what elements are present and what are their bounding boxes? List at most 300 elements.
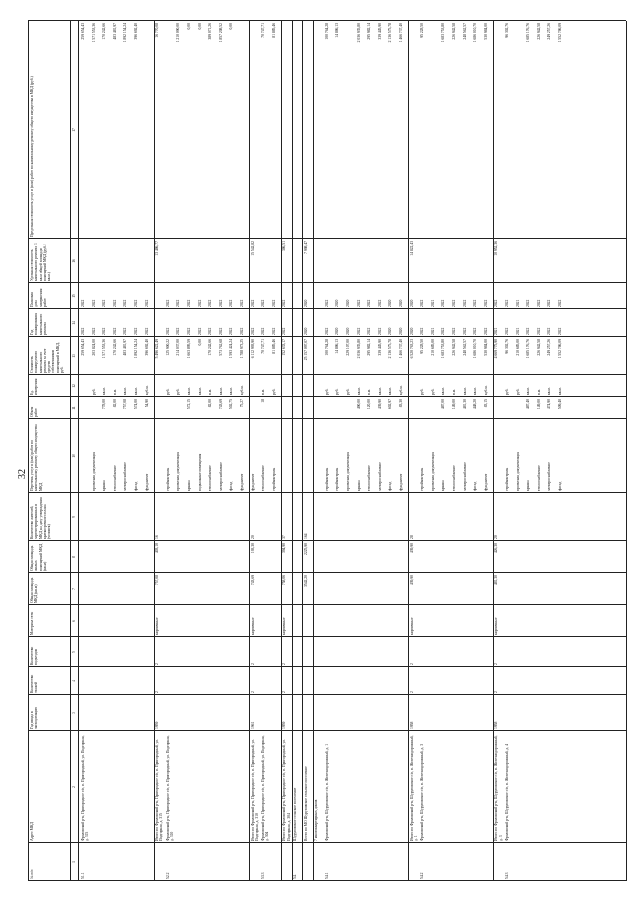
column-number: 4: [72, 680, 76, 682]
cell-work: фундамент: [483, 473, 488, 491]
cell-work: проектная документация: [176, 451, 181, 491]
column-header: Количество жителей, зарегистрированных в МКД на дату утверждения краткосрочного плана (человек): [30, 497, 52, 539]
cell-cost: 396 692,40: [144, 339, 149, 356]
cell-cost: 1 663 895,59: [187, 339, 191, 359]
cell-end: 2022: [91, 299, 96, 307]
cell-cost: 6 112 993,90: [250, 339, 255, 359]
cell-spec: 15 542,82: [250, 241, 255, 256]
cell-addr: 7 многоквартирных домов: [314, 799, 319, 841]
cell-cost: 81 885,46: [271, 339, 276, 354]
column-number: 16: [72, 259, 76, 263]
cell-work: электроснабжение: [218, 462, 223, 491]
cell-end: 2022: [81, 299, 85, 307]
cell-end: 2022: [462, 299, 467, 307]
cell-fl: 2: [282, 691, 287, 693]
cell-vol: 83,15: [483, 399, 488, 408]
column-rule: [28, 842, 626, 843]
cell-vol: 757,08: [123, 399, 128, 410]
cell-addr: Фроловский р-н, Шуруповское с/п, п. Железнодорожный, д. 4: [505, 744, 509, 841]
cell-addr: Фроловский р-н, Пригородное с/п, п. Пригородный, ул. Подгорная, д. 304: [261, 735, 270, 841]
cell-y: 2021: [430, 327, 435, 335]
cell-end: 2022: [176, 299, 181, 307]
cell-end: 2020: [335, 299, 340, 307]
cell-cost: 125 900,22: [165, 339, 170, 356]
cell-end: 2022: [441, 299, 446, 307]
cell-unit: п.м.: [452, 388, 456, 395]
cell-work: электроснабжение: [123, 462, 128, 491]
cell-vol: 487,00: [441, 399, 446, 410]
cell-y: 2020: [335, 327, 340, 335]
cell-no: 52.2: [165, 872, 170, 879]
cell-area: 3542,20: [303, 575, 308, 587]
cell-end: 2022: [367, 299, 372, 307]
cell-vol: 743,69: [218, 399, 223, 410]
cell-lim: 226 942,58: [452, 23, 456, 40]
cell-y: 2020: [399, 327, 403, 335]
cell-lim: 226 942,58: [536, 23, 541, 40]
cell-vol: 502,75: [229, 399, 234, 410]
cell-unit: кв.м.: [388, 387, 393, 395]
cell-addr: Итого по Фроловский р-н, Шуруповское с/п, п. Железнодорожный, д. 3: [494, 735, 503, 841]
cell-unit: руб.: [430, 388, 435, 395]
cell-no: 51.1: [81, 872, 85, 879]
cell-year: 1959: [282, 721, 287, 729]
cell-work: фасад: [388, 481, 393, 491]
column-rule: [28, 396, 626, 397]
cell-y: 2022: [483, 327, 488, 335]
cell-cost: 259 654,43: [81, 339, 85, 356]
cell-area: 757,08: [155, 575, 160, 586]
cell-cost: 2 136 575,78: [388, 339, 393, 359]
cell-lim: 14 886,13: [335, 23, 340, 38]
column-header: Адрес МКД: [30, 822, 34, 841]
cell-ent: 2: [155, 663, 160, 665]
cell-cost: 70 747,71: [261, 339, 266, 354]
cell-res: 37: [282, 535, 287, 539]
column-header: Объем работ: [30, 406, 39, 417]
cell-addr: Фроловский р-н, Шуруповское с/п, п. Железнодорожный, д. 3: [420, 744, 425, 841]
cell-live: 193,30: [250, 543, 255, 554]
cell-work: фасад: [558, 481, 562, 491]
cell-end: 2020: [409, 299, 414, 307]
cell-work: крыша: [187, 480, 191, 491]
cell-vol: 602,97: [388, 399, 393, 410]
cell-end: 2022: [112, 299, 117, 307]
cell-cost: 25 157 097,07: [303, 339, 308, 361]
cell-lim: 396 692,40: [134, 23, 138, 40]
cell-y: 2020: [303, 327, 308, 335]
cell-end: 2022: [250, 299, 255, 307]
cell-y: 2022: [420, 327, 425, 335]
cell-lim: 1 552 786,09: [558, 23, 562, 43]
cell-end: 2022: [558, 299, 562, 307]
cell-fl: 2: [250, 691, 255, 693]
cell-vol: 490,00: [356, 399, 361, 410]
cell-wall: кирпичные: [250, 617, 255, 635]
cell-ent: 2: [250, 663, 255, 665]
cell-y: 2022: [462, 327, 467, 335]
cell-cost: 1 571 553,36: [102, 339, 107, 359]
cell-vol: 439,90: [377, 399, 382, 410]
cell-y: 2022: [356, 327, 361, 335]
cell-work: крыша: [526, 480, 531, 491]
column-number: 3: [72, 712, 76, 714]
column-header: Ед. измерения: [30, 378, 39, 395]
cell-unit: руб.: [346, 388, 350, 395]
cell-cost: 203 824,00: [91, 339, 96, 356]
cell-lim: 2 036 935,80: [356, 23, 361, 43]
column-rule: [28, 308, 626, 309]
cell-work: фундамент: [399, 473, 403, 491]
cell-work: проектная документация: [91, 451, 96, 491]
cell-lim: 530 984,00: [483, 23, 488, 40]
column-number: 7: [72, 588, 76, 590]
cell-lim: 1 466 737,40: [399, 23, 403, 43]
cell-work: теплоснабжение: [261, 465, 266, 491]
column-header: Предельная стоимость услуг и (или) работ по капитальному ремонту общего имущества в МКД (руб.): [30, 76, 34, 237]
cell-unit: п.м.: [261, 388, 266, 395]
cell-res: 164: [303, 533, 308, 539]
column-number: 17: [72, 128, 76, 132]
cell-vol: 82,00: [208, 399, 213, 408]
cell-spec: 7 998,47: [303, 241, 308, 254]
cell-addr: Всего по МО Шуруповское сельское поселение: [303, 766, 308, 841]
cell-area: 758,06: [282, 575, 287, 586]
cell-area: 743,69: [250, 575, 255, 586]
cell-cost: 1 788 973,25: [240, 339, 244, 359]
cell-no: 53.3: [261, 872, 266, 879]
cell-spec: 13 486,77: [155, 241, 160, 256]
cell-lim: 96 302,76: [505, 23, 509, 38]
cell-cost: 152 633,17: [282, 339, 287, 356]
cell-cost: 1 593 424,24: [229, 339, 234, 359]
column-number: 10: [72, 454, 76, 458]
cell-y: 2022: [473, 327, 478, 335]
cell-work: проектная документация: [515, 451, 520, 491]
cell-end: 2022: [134, 299, 138, 307]
cell-work: крыша: [102, 480, 107, 491]
column-rule: [28, 238, 626, 239]
cell-end: 2022: [240, 299, 244, 307]
cell-cost: 96 302,76: [505, 339, 509, 354]
cell-ent: 2: [409, 663, 414, 665]
cell-y: 2022: [324, 327, 329, 335]
cell-year: 1959: [155, 721, 160, 729]
numbers-rule: [78, 21, 79, 881]
cell-cost: 1 683 753,80: [441, 339, 446, 359]
cell-wall: кирпичные: [282, 617, 287, 635]
cell-cost: 1 466 737,40: [399, 339, 403, 359]
cell-end: 2022: [494, 299, 499, 307]
column-number: 11: [72, 406, 76, 410]
cell-end: 2022: [102, 299, 107, 307]
cell-cost: 1 686 010,70: [473, 339, 478, 359]
cell-area: 439,90: [409, 575, 414, 586]
table-bottom-rule: [626, 21, 627, 881]
cell-end: 2022: [261, 299, 266, 307]
cell-cost: 530 984,00: [483, 339, 488, 356]
column-number: 5: [72, 651, 76, 653]
page-number: 32: [17, 469, 28, 479]
cell-y: 2022: [282, 327, 287, 335]
cell-res: 16: [155, 535, 160, 539]
cell-y: 2022: [240, 327, 244, 335]
cell-lim: 1 857 208,52: [218, 23, 223, 43]
cell-end: 2022: [483, 299, 488, 307]
cell-work: фасад: [134, 481, 138, 491]
cell-y: 2022: [452, 327, 456, 335]
column-number: 6: [72, 620, 76, 622]
cell-lim: 339 445,90: [377, 23, 382, 40]
cell-y: 2020: [409, 327, 414, 335]
column-header: Материал стен: [30, 611, 34, 635]
cell-unit: кв.м.: [229, 387, 234, 395]
cell-lim: 1 683 753,80: [441, 23, 446, 43]
cell-cost: 226 942,58: [452, 339, 456, 356]
cell-cost: 214 037,00: [176, 339, 181, 356]
cell-addr: Итого по Фроловский р-н, Шуруповское с/п, п. Железнодорожный, д. 1: [409, 735, 418, 841]
cell-vol: 82,00: [112, 399, 117, 408]
cell-lim: 1 892 154,24: [123, 23, 128, 43]
cell-y: 2022: [547, 327, 552, 335]
cell-work: фундамент: [250, 473, 255, 491]
cell-vol: 509,40: [558, 399, 562, 410]
cell-unit: кв.м.: [547, 387, 552, 395]
cell-unit: кв.м.: [187, 387, 191, 395]
cell-end: 2021: [430, 299, 435, 307]
cell-y: 2022: [176, 327, 181, 335]
cell-live: 426,30: [494, 543, 499, 554]
cell-y: 2022: [187, 327, 191, 335]
cell-lim: 295 982,14: [367, 23, 372, 40]
cell-addr: Итого по Фроловский р-н, Пригородное с/п, п. Пригородный, ул. Подгорная, д. 315: [155, 739, 164, 841]
column-number: 13: [72, 354, 76, 358]
cell-vol: 120,00: [367, 399, 372, 410]
cell-cost: 229 107,00: [346, 339, 350, 356]
cell-y: 2022: [367, 327, 372, 335]
cell-end: 2022: [282, 299, 287, 307]
cell-res: 20: [494, 535, 499, 539]
column-number: 1: [72, 861, 76, 863]
cell-lim: 170 242,66: [102, 23, 107, 40]
cell-work: проектная документация: [430, 451, 435, 491]
cell-lim: 1 686 010,70: [473, 23, 478, 43]
cell-lim: 389 071,26: [208, 23, 213, 40]
cell-unit: кв.м.: [558, 387, 562, 395]
cell-cost: 95 228,50: [420, 339, 425, 354]
cell-y: 2021: [494, 327, 499, 335]
cell-end: 2022: [473, 299, 478, 307]
cell-cost: 1 552 786,09: [558, 339, 562, 359]
column-header: Количество этажей: [30, 674, 39, 693]
cell-unit: руб.: [420, 388, 425, 395]
cell-live: 394,90: [282, 543, 287, 554]
cell-end: 2022: [547, 299, 552, 307]
cell-work: электроснабжение: [462, 462, 467, 491]
cell-end: 2022: [526, 299, 531, 307]
cell-work: теплоснабжение: [452, 465, 456, 491]
cell-vol: 83,30: [399, 399, 403, 408]
cell-end: 2021: [515, 299, 520, 307]
cell-unit: руб.: [335, 388, 340, 395]
cell-end: 2022: [165, 299, 170, 307]
cell-wall: кирпичные: [155, 617, 160, 635]
cell-no: 54.3: [505, 872, 509, 879]
cell-spec: 14 822,43: [409, 241, 414, 256]
cell-cost: 2 036 935,80: [356, 339, 361, 359]
column-rule: [28, 20, 626, 21]
column-rule: [28, 540, 626, 541]
cell-work: фасад: [229, 481, 234, 491]
cell-unit: п.м.: [536, 388, 541, 395]
cell-work: теплоснабжение: [367, 465, 372, 491]
cell-work: электроснабжение: [377, 462, 382, 491]
cell-end: 2022: [123, 299, 128, 307]
cell-work: стройконтроль: [420, 467, 425, 491]
cell-y: 2022: [505, 327, 509, 335]
cell-y: 2022: [229, 327, 234, 335]
cell-end: 2022: [452, 299, 456, 307]
cell-cost: 226 942,58: [536, 339, 541, 356]
cell-y: 2022: [208, 327, 213, 335]
cell-work: стройконтроль: [505, 467, 509, 491]
cell-lim: 259 654,43: [81, 23, 85, 40]
column-number: 12: [72, 384, 76, 388]
cell-wall: кирпичные: [494, 617, 499, 635]
cell-end: 2022: [356, 299, 361, 307]
cell-unit: руб.: [176, 388, 181, 395]
cell-y: 2022: [165, 327, 170, 335]
cell-lim: 95 228,50: [420, 23, 425, 38]
cell-unit: кв.м.: [473, 387, 478, 395]
cell-live: 403,10: [155, 543, 160, 554]
cell-unit: кв.м.: [462, 387, 467, 395]
cell-y: 2022: [112, 327, 117, 335]
cell-addr: Итого по Фроловский р-н, Пригородное с/п, п. Пригородный, ул. Подгорная, д. 304: [282, 739, 291, 841]
cell-vol: 149,00: [452, 399, 456, 410]
cell-lim: 1 210 090,00: [176, 23, 181, 43]
cell-cost: 14 886,13: [335, 339, 340, 354]
cell-no: 54.: [293, 874, 297, 879]
cell-unit: куб.м.: [399, 385, 403, 395]
cell-unit: кв.м.: [356, 387, 361, 395]
cell-cost: 1 892 154,24: [134, 339, 138, 359]
cell-cost: 249 257,26: [547, 339, 552, 356]
column-rule: [28, 336, 626, 337]
cell-work: стройконтроль: [335, 467, 340, 491]
cell-addr: Шуруповское сельское поселение: [293, 787, 297, 841]
cell-cost: 4 669 775,90: [494, 339, 499, 359]
cell-unit: кв.м.: [218, 387, 223, 395]
column-number: 8: [72, 556, 76, 558]
cell-work: теплоснабжение: [112, 465, 117, 491]
cell-y: 2020: [346, 327, 350, 335]
table-top-rule: [28, 21, 29, 881]
cell-work: электроснабжение: [547, 462, 552, 491]
cell-ent: 2: [494, 663, 499, 665]
column-rule: [28, 572, 626, 573]
cell-cost: 573 762,68: [218, 339, 223, 356]
cell-vol: 149,00: [536, 399, 541, 410]
cell-work: стройконтроль: [271, 467, 276, 491]
cell-lim: 2 136 575,78: [388, 23, 393, 43]
cell-end: 2022: [324, 299, 329, 307]
cell-end: 2020: [303, 299, 308, 307]
cell-work: крыша: [441, 480, 446, 491]
cell-cost: 210 685,00: [515, 339, 520, 356]
cell-y: 2022: [134, 327, 138, 335]
cell-work: теплоснабжение: [208, 465, 213, 491]
cell-end: 2022: [505, 299, 509, 307]
column-header: Год планирования капитального ремонта: [30, 312, 47, 335]
column-rule: [28, 636, 626, 637]
cell-vol: 572,15: [187, 399, 191, 410]
column-rule: [28, 880, 626, 881]
cell-y: 2022: [102, 327, 107, 335]
cell-vol: 474,90: [547, 399, 552, 410]
cell-lim: 81 885,46: [271, 23, 276, 38]
cell-cost: 170 242,66: [112, 339, 117, 356]
cell-work: стройконтроль: [165, 467, 170, 491]
cell-lim: 248 562,57: [462, 23, 467, 40]
column-number: 15: [72, 294, 76, 298]
cell-live: 2225,90: [303, 543, 308, 555]
column-number: 9: [72, 516, 76, 518]
column-rule: [28, 418, 626, 419]
cell-unit: кв.м.: [197, 387, 202, 395]
cell-vol: 481,30: [462, 399, 467, 410]
cell-lim: 0,00: [187, 23, 191, 30]
cell-work: проектная документация: [346, 451, 350, 491]
cell-ent: 2: [282, 663, 287, 665]
cell-lim: 483 481,97: [112, 23, 117, 40]
cell-y: 2022: [144, 327, 149, 335]
cell-unit: п.м.: [112, 388, 117, 395]
cell-lim: 70 747,71: [261, 23, 266, 38]
cell-no: 54.1: [324, 872, 329, 879]
cell-work: фундамент: [144, 473, 149, 491]
cell-unit: куб.м.: [240, 385, 244, 395]
cell-cost: 0,00: [197, 339, 202, 346]
cell-res: 20: [250, 535, 255, 539]
cell-work: подвальные помещения: [197, 453, 202, 491]
cell-unit: руб.: [505, 388, 509, 395]
cell-y: 2021: [515, 327, 520, 335]
cell-unit: кв.м.: [123, 387, 128, 395]
cell-vol: 448,20: [473, 399, 478, 410]
cell-vol: 487,40: [526, 399, 531, 410]
cell-vol: 54,90: [144, 399, 149, 408]
cell-y: 2022: [81, 327, 85, 335]
cell-unit: руб.: [91, 388, 96, 395]
cell-cost: 5 496 622,49: [155, 339, 160, 359]
cell-cost: 100 764,28: [324, 339, 329, 356]
cell-vol: 778,00: [102, 399, 107, 410]
cell-work: фасад: [473, 481, 478, 491]
cell-lim: 0,00: [229, 23, 234, 30]
column-rule: [28, 694, 626, 695]
cell-y: 2022: [377, 327, 382, 335]
cell-end: 2020: [388, 299, 393, 307]
cell-wall: кирпичные: [409, 617, 414, 635]
column-header: Общая площадь жилых помещений МКД (кв.м): [30, 543, 47, 571]
column-rule: [28, 374, 626, 375]
header-rule: [70, 21, 71, 881]
cell-y: 2022: [558, 327, 562, 335]
column-header: Количество подъездов: [30, 646, 39, 665]
column-header: Год ввода в эксплуатацию: [30, 706, 39, 729]
column-header: Перечень услуг и (или) работ по капитальному ремонту общего имущества МКД: [30, 424, 43, 491]
